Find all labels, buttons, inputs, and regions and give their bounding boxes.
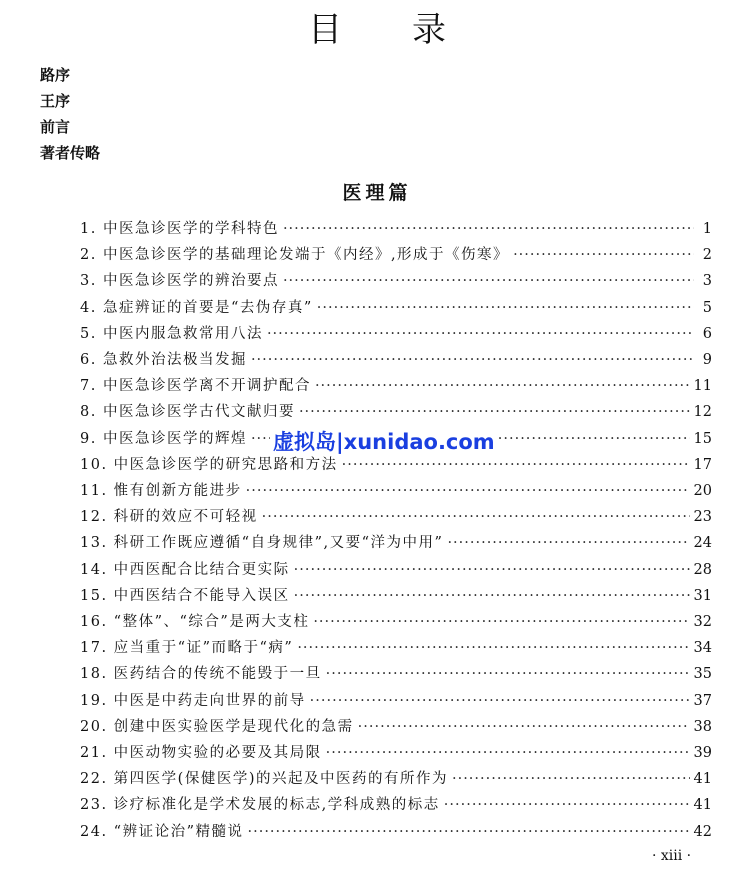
front-matter-item[interactable]: 著者传略: [40, 144, 101, 162]
watermark: 虚拟岛|xunidao.com: [270, 426, 498, 456]
toc-entry-number: 7.: [80, 378, 97, 395]
toc-entry-number: 4.: [80, 299, 97, 316]
toc-entry-page: 35: [693, 666, 712, 683]
leader-dots: [513, 247, 694, 263]
leader-dots: [342, 457, 690, 473]
toc-entry-title: [80, 531, 443, 552]
toc-entry-page: 5: [702, 299, 712, 316]
toc-entry[interactable]: [80, 243, 712, 265]
toc-entry-title: [80, 820, 244, 841]
toc-entry-number: 5.: [80, 325, 97, 342]
toc-entry[interactable]: [80, 610, 712, 632]
toc-entry[interactable]: [80, 400, 712, 422]
toc-entry-text: 中医急诊医学的基础理论发端于《内经》,形成于《伤寒》: [102, 247, 510, 264]
leader-dots: [294, 562, 690, 578]
toc-entry-page: 3: [702, 273, 712, 290]
toc-entry-number: 11.: [80, 483, 108, 499]
toc-entry-text: 中医内服急救常用八法: [102, 325, 263, 342]
toc-entry-page: 38: [693, 718, 712, 735]
toc-entry-number: 17.: [80, 640, 108, 657]
toc-entry-page: 1: [702, 221, 712, 237]
leader-dots: [310, 693, 690, 709]
toc-entry-page: 9: [702, 352, 712, 368]
leader-dots: [313, 614, 689, 630]
page-number: · xiii ·: [652, 848, 692, 864]
toc-entry-title: [80, 715, 354, 736]
title-char: 目: [308, 10, 412, 50]
toc-entry[interactable]: [80, 348, 712, 370]
toc-entry-page: 28: [693, 561, 712, 578]
leader-dots: [283, 221, 694, 237]
toc-entry-page: 2: [702, 247, 712, 264]
leader-dots: [283, 273, 694, 289]
toc-entry[interactable]: [80, 636, 712, 658]
toc-entry-number: 9.: [80, 430, 97, 447]
leader-dots: [447, 535, 689, 551]
toc-entry[interactable]: [80, 296, 712, 318]
toc-entry[interactable]: [80, 662, 712, 684]
toc-entry[interactable]: [80, 374, 712, 396]
toc-entry-page: 34: [693, 640, 712, 657]
toc-entry-number: 2.: [80, 247, 97, 264]
toc-entry-number: 20.: [80, 718, 108, 735]
toc-entry-title: [80, 296, 313, 317]
toc-entry[interactable]: [80, 715, 712, 737]
toc-entry-text: 科研的效应不可轻视: [113, 509, 258, 526]
toc-entry-text: 急救外治法极当发掘: [102, 352, 247, 368]
toc-entry-page: 6: [702, 325, 712, 342]
toc-entry-text: 中医急诊医学的辨治要点: [102, 273, 279, 290]
toc-entry-page: 42: [693, 823, 712, 840]
toc-entry-title: [80, 558, 290, 579]
front-matter-item[interactable]: 路序: [40, 66, 71, 84]
toc-entry-page: 41: [693, 797, 712, 814]
toc-entry-number: 19.: [80, 692, 108, 709]
toc-entry-title: [80, 662, 322, 683]
toc-entry-title: [80, 348, 247, 369]
toc-entry-title: [80, 217, 279, 238]
toc-entry-number: 13.: [80, 535, 108, 552]
toc-entry-title: [80, 767, 448, 788]
toc-entry-text: 中医急诊医学的学科特色: [102, 221, 279, 237]
leader-dots: [299, 404, 690, 420]
leader-dots: [358, 719, 690, 735]
toc-entry[interactable]: [80, 322, 712, 344]
front-matter-item[interactable]: 前言: [40, 118, 71, 136]
toc-entry-number: 8.: [80, 404, 97, 421]
toc-entry[interactable]: [80, 217, 712, 239]
toc-entry-title: [80, 636, 293, 657]
toc-entry-number: 18.: [80, 666, 108, 683]
toc-entry-title: [80, 400, 295, 421]
toc-entry-number: 3.: [80, 273, 97, 290]
toc-entry-number: 6.: [80, 352, 97, 368]
toc-entry-title: [80, 374, 311, 395]
toc-entry-title: [80, 479, 242, 500]
toc-entry-title: [80, 322, 263, 343]
toc-entry-page: 23: [693, 509, 712, 526]
leader-dots: [251, 352, 694, 368]
leader-dots: [262, 509, 690, 525]
toc-entry-title: [80, 741, 322, 762]
section-title: 医理篇: [342, 182, 412, 204]
toc-entry-text: 中医急诊医学的辉煌: [102, 430, 247, 447]
toc-entry-title: [80, 584, 290, 605]
toc-entry-text: “辨证论治”精髓说: [113, 823, 244, 840]
toc-entry-text: 中西医结合不能导入误区: [113, 587, 290, 604]
toc-entry-title: [80, 505, 258, 526]
toc-entry[interactable]: [80, 584, 712, 606]
toc-entry-number: 21.: [80, 745, 108, 761]
leader-dots: [267, 326, 694, 342]
toc-entry-text: 创建中医实验医学是现代化的急需: [113, 718, 354, 735]
toc-entry-text: 惟有创新方能进步: [113, 483, 242, 499]
toc-entry-page: 11: [693, 378, 712, 395]
toc-entry[interactable]: [80, 269, 712, 291]
toc-entry[interactable]: [80, 453, 712, 475]
toc-entry-title: [80, 269, 279, 290]
toc-entry-number: 1.: [80, 221, 97, 237]
toc-entry-title: [80, 793, 440, 814]
toc-entry-text: 科研工作既应遵循“自身规律”,又要“洋为中用”: [113, 535, 444, 552]
toc-entry[interactable]: [80, 558, 712, 580]
toc-entry-page: 20: [693, 483, 712, 499]
leader-dots: [297, 640, 689, 656]
toc-entry[interactable]: [80, 689, 712, 711]
toc-entry-number: 12.: [80, 509, 108, 526]
toc-entry-number: 23.: [80, 797, 108, 814]
toc-entry[interactable]: [80, 793, 712, 815]
toc-entry-page: 17: [693, 456, 712, 473]
toc-entry-page: 37: [693, 692, 712, 709]
toc-entry-text: 中医急诊医学古代文献归要: [102, 404, 295, 421]
toc-entry-text: 应当重于“证”而略于“病”: [113, 640, 294, 657]
toc-entry-number: 24.: [80, 823, 108, 840]
leader-dots: [315, 378, 690, 394]
toc-entry-text: 中医动物实验的必要及其局限: [113, 745, 322, 761]
toc-entry-title: [80, 427, 247, 448]
toc-entry-text: 急症辨证的首要是“去伪存真”: [102, 299, 313, 316]
toc-entry-number: 14.: [80, 561, 108, 578]
toc-entry-page: 41: [693, 771, 712, 788]
toc-entry-title: [80, 610, 309, 631]
toc-entry-number: 22.: [80, 771, 108, 788]
toc-entry-page: 15: [693, 430, 712, 447]
leader-dots: [444, 797, 690, 813]
toc-entry-text: “整体”、“综合”是两大支柱: [113, 614, 310, 630]
toc-entry-number: 15.: [80, 587, 108, 604]
leader-dots: [452, 771, 690, 787]
toc-entry-number: 16.: [80, 614, 108, 630]
toc-entry-text: 中医急诊医学的研究思路和方法: [113, 456, 338, 473]
toc-entry[interactable]: [80, 741, 712, 763]
toc-entry-page: 12: [693, 404, 712, 421]
leader-dots: [326, 745, 690, 761]
leader-dots: [246, 483, 690, 499]
front-matter-item[interactable]: 王序: [40, 92, 71, 110]
toc-entry-text: 第四医学(保健医学)的兴起及中医药的有所作为: [113, 771, 448, 788]
toc-entry[interactable]: [80, 479, 712, 501]
toc-entry[interactable]: [80, 767, 712, 789]
toc-entry[interactable]: [80, 531, 712, 553]
page-title: [0, 2, 754, 51]
title-char: 录: [412, 10, 516, 50]
toc-entry-page: 39: [693, 745, 712, 761]
toc-entry-page: 24: [693, 535, 712, 552]
toc-entry[interactable]: [80, 505, 712, 527]
leader-dots: [248, 824, 690, 840]
toc-entry[interactable]: [80, 820, 712, 842]
toc-entry-text: 中西医配合比结合更实际: [113, 561, 290, 578]
toc-entry-title: [80, 243, 509, 264]
toc-entry-title: [80, 689, 306, 710]
toc-entry-page: 31: [693, 587, 712, 604]
toc-entry-number: 10.: [80, 456, 108, 473]
leader-dots: [317, 300, 694, 316]
toc-entry-text: 中医急诊医学离不开调护配合: [102, 378, 311, 395]
toc-entry-text: 诊疗标准化是学术发展的标志,学科成熟的标志: [113, 797, 440, 814]
toc-entry-page: 32: [693, 614, 712, 630]
toc-entry-text: 医药结合的传统不能毁于一旦: [113, 666, 322, 683]
leader-dots: [294, 588, 690, 604]
toc-entry-text: 中医是中药走向世界的前导: [113, 692, 306, 709]
leader-dots: [326, 666, 690, 682]
